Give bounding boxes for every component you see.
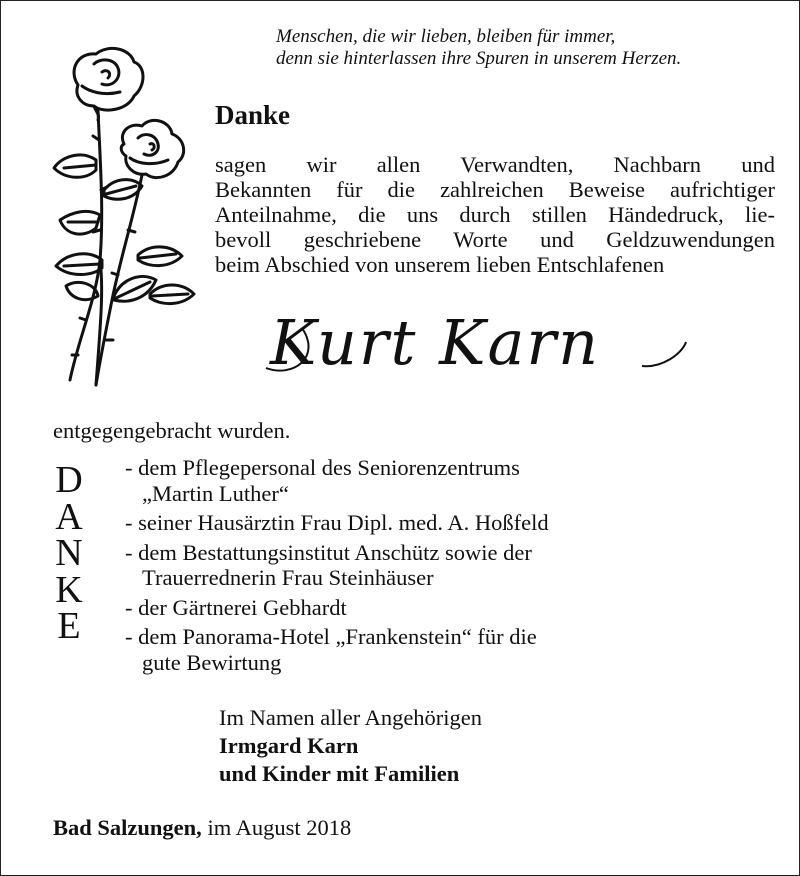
list-item <box>125 624 549 675</box>
intro-line: bevoll geschriebene Worte und Geldzuwendungen <box>215 227 775 252</box>
intro-line: Bekannten für die zahlreichen Beweise aufrichtiger <box>215 177 775 202</box>
deceased-name <box>262 298 692 388</box>
list-item-line: - dem Bestattungsinstitut Anschütz sowie der <box>125 539 532 565</box>
vertical-letter: E <box>57 605 81 647</box>
list-item-line: - der Gärtnerei Gebhardt <box>125 594 347 620</box>
list-item <box>125 595 549 621</box>
list-item-line: - dem Panorama-Hotel „Frankenstein“ für die <box>125 624 537 649</box>
vertical-letter: D <box>55 459 83 501</box>
motto <box>276 26 681 70</box>
rose-icon <box>38 40 200 388</box>
place-date <box>53 814 351 842</box>
signoff-family: und Kinder mit Familien <box>219 761 460 786</box>
vertical-letter: A <box>55 495 83 538</box>
intro-line: sagen wir allen Verwandten, Nachbarn und <box>215 152 775 177</box>
list-item <box>125 540 549 591</box>
motto-line-2: denn sie hinterlassen ihre Spuren in unserem Herzen. <box>276 48 682 69</box>
list-item-continuation: gute Bewirtung <box>142 649 282 675</box>
list-item-line: - seiner Hausärztin Frau Dipl. med. A. Hoßfeld <box>125 510 549 535</box>
intro-line: beim Abschied von unserem lieben Entschlafenen <box>215 252 665 277</box>
vertical-letter: N <box>55 532 83 574</box>
place-city: Bad Salzungen, <box>53 815 202 840</box>
vertical-danke <box>48 459 90 647</box>
deceased-name-text: Kurt Karn <box>270 306 600 379</box>
intro-line: Anteilnahme, die uns durch stillen Händedruck, lie- <box>215 202 775 227</box>
list-item <box>125 455 549 506</box>
list-item-continuation: „Martin Luther“ <box>142 480 289 506</box>
title: Danke <box>215 100 291 130</box>
vertical-letter: K <box>55 568 83 611</box>
after-name-text: entgegengebracht wurden. <box>53 418 291 443</box>
signoff-intro: Im Namen aller Angehörigen <box>219 705 483 730</box>
motto-line-1: Menschen, die wir lieben, bleiben für immer, <box>276 26 616 47</box>
list-item-continuation: Trauerrednerin Frau Steinhäuser <box>142 565 434 590</box>
thanks-list <box>125 455 549 679</box>
signoff-name: Irmgard Karn <box>219 733 359 758</box>
place-date-text: im August 2018 <box>207 815 352 840</box>
signoff <box>219 704 482 788</box>
list-item <box>125 510 549 536</box>
list-item-line: - dem Pflegepersonal des Seniorenzentrums <box>125 455 520 480</box>
intro-paragraph <box>215 152 775 277</box>
